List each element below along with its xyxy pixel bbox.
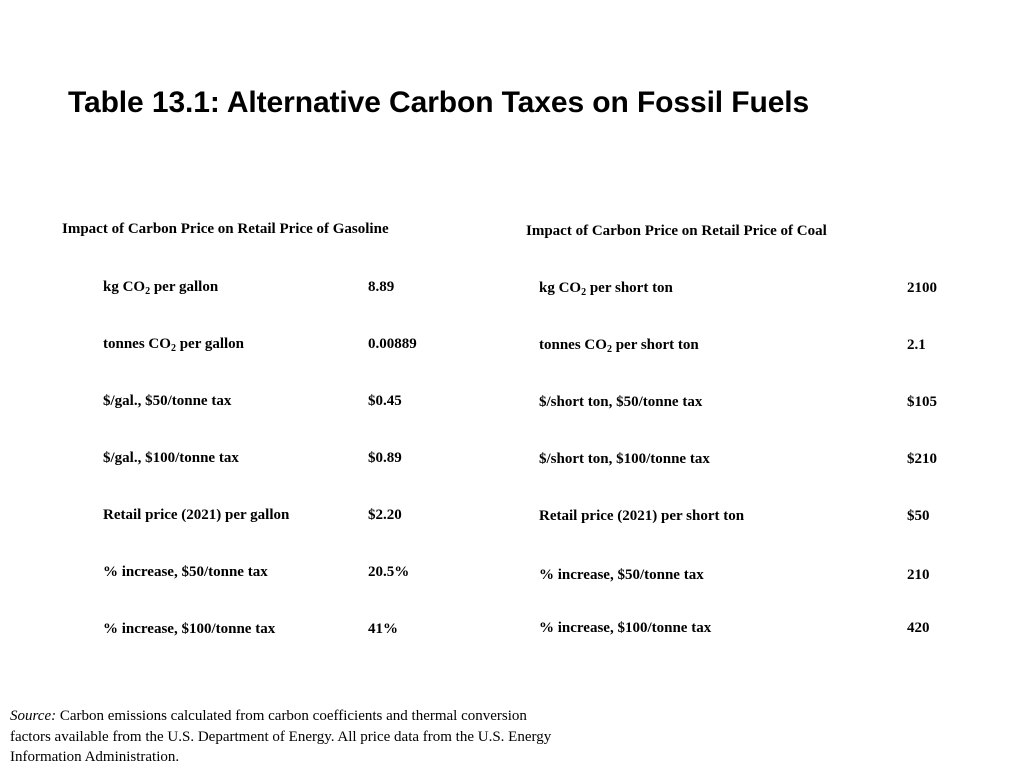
source-note [10, 706, 570, 768]
row-label: Retail price (2021) per gallon [103, 507, 290, 523]
row-label: % increase, $100/tonne tax [539, 620, 712, 636]
coal-table [526, 221, 966, 636]
row-value: 2100 [907, 280, 937, 296]
row-label: % increase, $100/tonne tax [103, 621, 276, 637]
row-value: 8.89 [368, 279, 395, 295]
row-label: tonnes $CO_2$ per short ton [539, 337, 699, 355]
row-value: $2.20 [368, 507, 402, 523]
row-label: % increase, $50/tonne tax [539, 567, 704, 583]
gasoline-table-heading: Impact of Carbon Price on Retail Price of Gasoline [62, 221, 389, 237]
row-label: Retail price (2021) per short ton [539, 508, 745, 524]
row-value: $0.89 [368, 450, 402, 466]
row-value: 420 [907, 620, 930, 636]
row-value: $0.45 [368, 393, 402, 409]
row-value: $105 [907, 394, 937, 410]
row-label: $/gal., $100/tonne tax [103, 450, 239, 466]
row-label: $/short ton, $50/tonne tax [539, 394, 703, 410]
row-label: kg $CO_2$ per gallon [103, 279, 219, 297]
page-title: Table 13.1: Alternative Carbon Taxes on Fossil Fuels [68, 86, 810, 119]
row-value: 0.00889 [368, 336, 417, 352]
row-value: $210 [907, 451, 937, 467]
row-label: tonnes $CO_2$ per gallon [103, 336, 245, 354]
source-label: Source: [10, 708, 57, 724]
row-label: $/gal., $50/tonne tax [103, 393, 232, 409]
row-value: 2.1 [907, 337, 926, 353]
coal-table-heading: Impact of Carbon Price on Retail Price of Coal [526, 223, 827, 239]
row-value: 210 [907, 567, 930, 583]
row-label: kg $CO_2$ per short ton [539, 280, 673, 298]
row-value: 41% [368, 621, 398, 637]
row-value: $50 [907, 508, 930, 524]
row-label: $/short ton, $100/tonne tax [539, 451, 710, 467]
row-value: 20.5% [368, 564, 410, 580]
row-label: % increase, $50/tonne tax [103, 564, 268, 580]
source-text: Carbon emissions calculated from carbon coefficients and thermal conversion factors available from the U.S. Department of Energy. All price data from the U.S. Energy Information Administration. [10, 708, 552, 765]
gasoline-table [62, 219, 502, 637]
